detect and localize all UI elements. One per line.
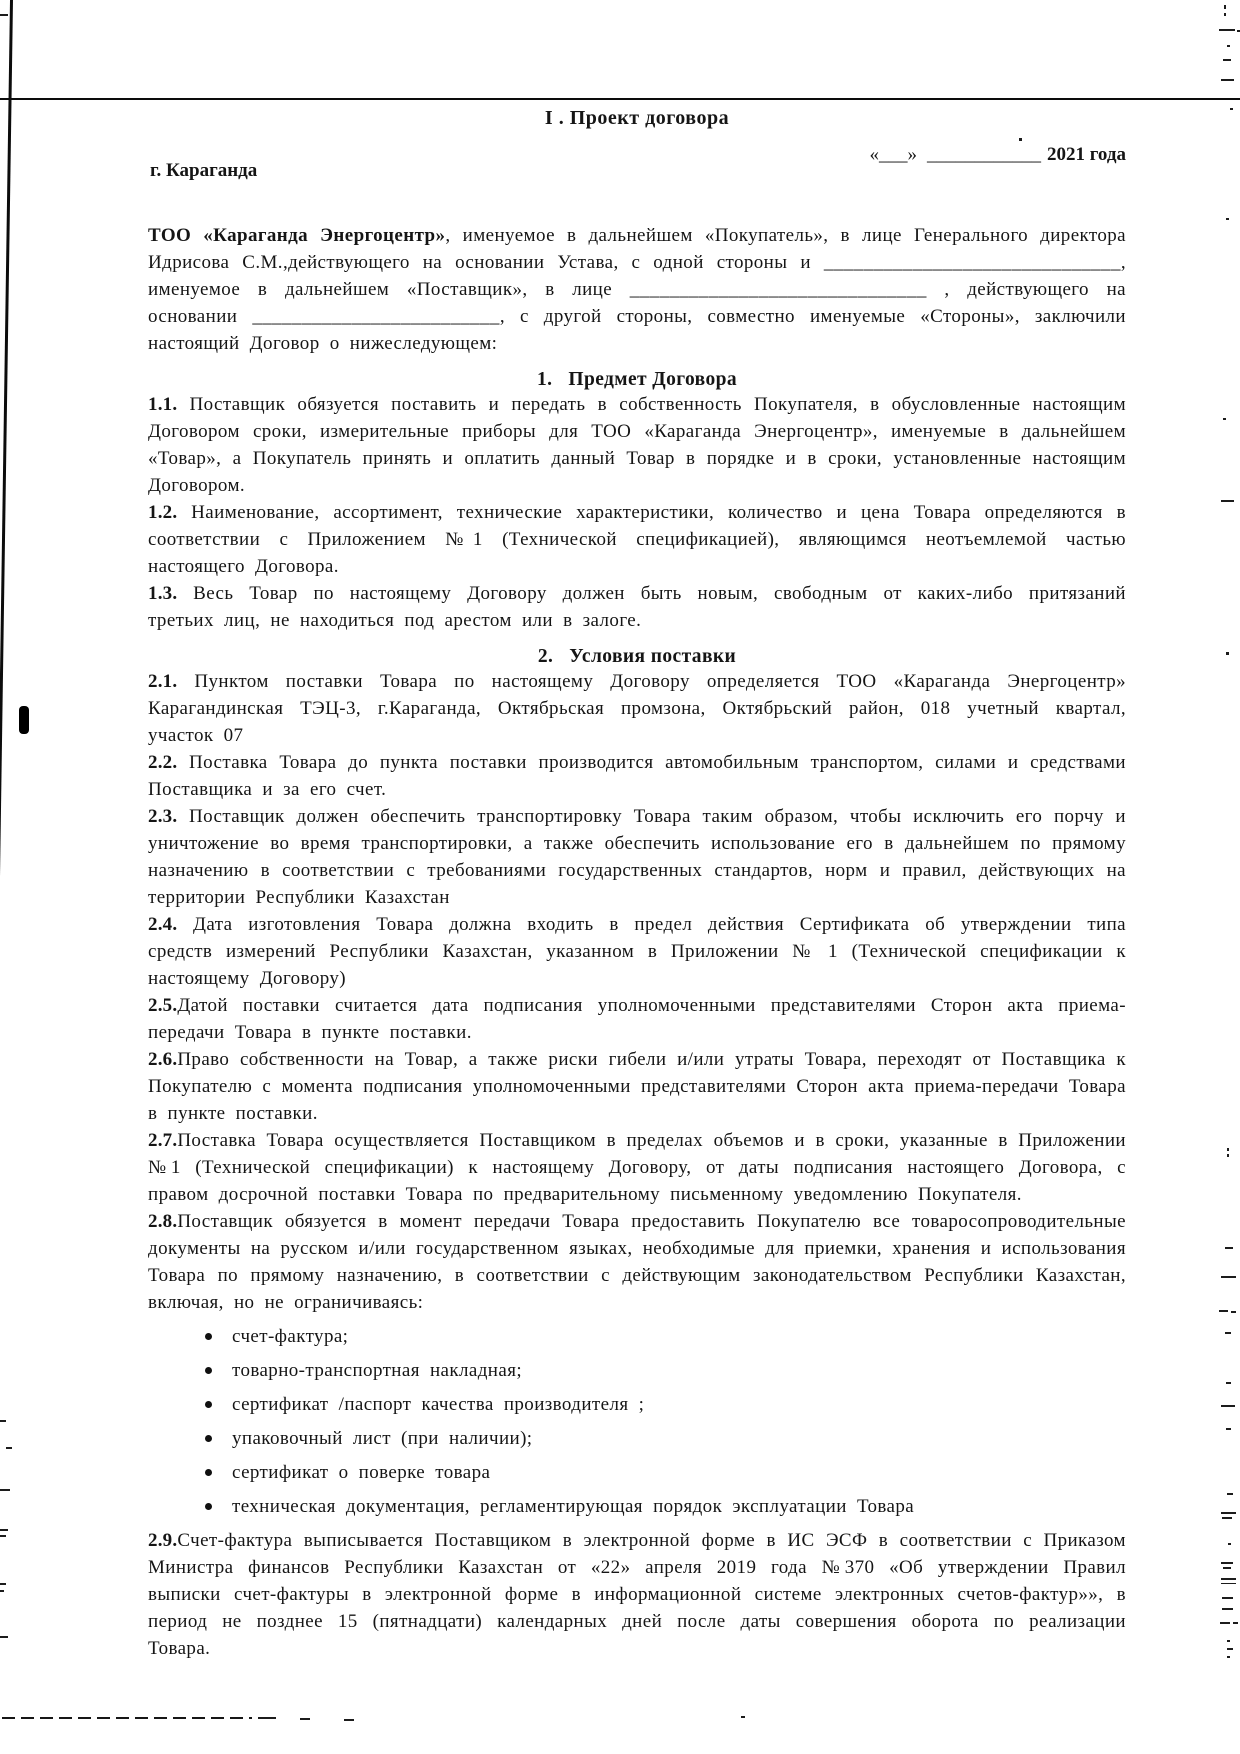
shipping-documents-list: [148, 1323, 1126, 1520]
scan-mark: [1222, 1608, 1233, 1610]
scan-mark: [1224, 13, 1226, 16]
section-1-heading: [148, 369, 1126, 391]
clause-text: Пунктом поставки Товара по настоящему Договору определяется ТОО «Караганда Энергоцентр» Карагандинская ТЭЦ-3, г.Караганда, Октябрьская промзона, Октябрьский район, 018 учетный квартал, участок 07: [148, 671, 1126, 746]
clause-1-3: [148, 580, 1126, 634]
scan-mark: [0, 1529, 8, 1531]
scan-mark: [1223, 418, 1226, 420]
clause-text: Поставщик обязуется в момент передачи Товара предоставить Покупателю все товаросопроводительные документы на русском и/или государственном языках, необходимые для приемки, хранения и использования Товара по прямому назначению, в соответствии с действующим законодательством Республики Казахстан, включая, но не ограничиваясь:: [148, 1211, 1126, 1313]
buyer-name: ТОО «Караганда Энергоцентр»: [148, 225, 446, 246]
scan-mark: [1221, 1578, 1236, 1580]
section-2-number: 2.: [537, 646, 554, 667]
scan-mark: [1226, 1428, 1231, 1430]
scan-mark: [1222, 1517, 1232, 1519]
scan-mark: [0, 1590, 4, 1592]
clause-number: 2.8.: [148, 1211, 178, 1232]
scan-mark: [1227, 1640, 1230, 1642]
scan-mark: [1227, 1148, 1229, 1151]
date-year: 2021 года: [1047, 144, 1126, 165]
scan-ink-blob: [19, 706, 29, 734]
clause-2-6: [148, 1046, 1126, 1127]
list-item: [205, 1459, 1126, 1486]
scan-mark: [1230, 108, 1233, 110]
contract-document: [148, 99, 1126, 1662]
clause-2-4: [148, 911, 1126, 992]
preamble-paragraph: [148, 222, 1126, 357]
date-line: [870, 144, 1126, 166]
clause-text: Поставка Товара до пункта поставки производится автомобильным транспортом, силами и средствами Поставщика и за его счет.: [148, 752, 1126, 800]
bullet-icon: [205, 1367, 212, 1374]
clause-number: 2.2.: [148, 752, 178, 773]
clause-text: Датой поставки считается дата подписания уполномоченными представителями Сторон акта приема-передачи Товара в пункте поставки.: [148, 995, 1126, 1043]
clause-number: 2.6.: [148, 1049, 178, 1070]
scan-mark: [1226, 652, 1229, 655]
list-item-text: счет-фактура;: [232, 1326, 349, 1347]
section-2-heading: [148, 646, 1126, 668]
clause-text: Поставщик должен обеспечить транспортировку Товара таким образом, чтобы исключить его порчу и уничтожение во время транспортировки, а также обеспечить использование его в дальнейшем по прямому назначению в соответствии с требованиями государственных стандартов, норм и правил, действующих на территории Республики Казахстан: [148, 806, 1126, 908]
clause-number: 2.5.: [148, 995, 178, 1016]
clause-number: 2.7.: [148, 1130, 178, 1151]
scan-mark: [0, 1636, 8, 1638]
date-day-blank: «___»: [869, 144, 918, 165]
clause-text: Весь Товар по настоящему Договору должен быть новым, свободным от каких-либо притязаний третьих лиц, не находиться под арестом или в залоге.: [148, 583, 1126, 631]
bullet-icon: [205, 1435, 212, 1442]
scan-mark: [1227, 1656, 1230, 1658]
scan-mark: [0, 14, 8, 16]
clause-2-1: [148, 668, 1126, 749]
scan-mark: [1223, 1567, 1231, 1569]
scan-mark: [1219, 29, 1235, 31]
scan-mark: [1221, 1583, 1236, 1584]
clause-text: Наименование, ассортимент, технические характеристики, количество и цена Товара определяются в соответствии с Приложением №1 (Технической спецификацией), являющимся неотъемлемой частью настоящего Договора.: [148, 502, 1126, 577]
scan-mark: [1227, 1154, 1229, 1157]
scan-mark: [1225, 1247, 1233, 1249]
scan-mark: [1226, 1382, 1231, 1384]
bullet-icon: [205, 1469, 212, 1476]
clause-2-2: [148, 749, 1126, 803]
list-item: [205, 1391, 1126, 1418]
scan-mark: [1222, 1597, 1233, 1599]
scan-mark: [6, 1447, 12, 1449]
clause-2-7: [148, 1127, 1126, 1208]
clause-number: 2.9.: [148, 1530, 178, 1551]
scan-mark: [1221, 1276, 1236, 1278]
clause-number: 2.3.: [148, 806, 178, 827]
scan-mark: [344, 1719, 354, 1721]
scan-mark: [1221, 1405, 1235, 1407]
list-item: [205, 1323, 1126, 1350]
clause-2-8: [148, 1208, 1126, 1316]
clause-text: Дата изготовления Товара должна входить в предел действия Сертификата об утверждении типа средств измерений Республики Казахстан, указанном в Приложении № 1 (Технической спецификации к настоящему Договору): [148, 914, 1126, 989]
clause-text: Поставщик обязуется поставить и передать в собственность Покупателя, в обусловленные настоящим Договором сроки, измерительные приборы для ТОО «Караганда Энергоцентр», именуемые в дальнейшем «Товар», а Покупатель принять и оплатить данный Товар в порядке и в сроки, установленные настоящим Договором.: [148, 394, 1126, 496]
scan-mark: [1223, 59, 1231, 61]
clause-2-9: [148, 1527, 1126, 1662]
city-date-row: [148, 142, 1126, 194]
bullet-icon: [205, 1401, 212, 1408]
list-item-text: упаковочный лист (при наличии);: [232, 1428, 533, 1449]
scan-mark: [1220, 1622, 1230, 1624]
scan-mark: [0, 1489, 10, 1491]
clause-number: 2.4.: [148, 914, 178, 935]
clause-2-5: [148, 992, 1126, 1046]
document-title: I . Проект договора: [544, 107, 730, 129]
scan-mark: [300, 1718, 310, 1720]
list-item-text: техническая документация, регламентирующая порядок эксплуатации Товара: [232, 1496, 915, 1517]
clause-2-3: [148, 803, 1126, 911]
section-2-title: Условия поставки: [569, 646, 737, 667]
bullet-icon: [205, 1333, 212, 1340]
scan-mark: [1228, 1543, 1231, 1545]
scan-mark: [1227, 1493, 1233, 1495]
clause-1-2: [148, 499, 1126, 580]
list-item: [205, 1357, 1126, 1384]
scan-mark: [1225, 1332, 1231, 1334]
scan-mark: [1219, 1310, 1228, 1312]
scan-mark: [1221, 79, 1234, 81]
list-item-text: товарно-транспортная накладная;: [232, 1360, 523, 1381]
page-left-margin-rule: [0, 0, 13, 1719]
clause-1-1: [148, 391, 1126, 499]
city-label: г. Караганда: [150, 160, 258, 181]
clause-text: Поставка Товара осуществляется Поставщиком в пределах объемов и в сроки, указанные в Приложении №1 (Технической спецификации) к настоящему Договору, от даты подписания настоящего Договора, с правом досрочной поставки Товара по предварительному письменному уведомлению Покупателя.: [148, 1130, 1126, 1205]
scan-mark: [1221, 1562, 1233, 1564]
section-1-title: Предмет Договора: [568, 369, 738, 390]
scan-mark: [0, 1583, 6, 1585]
section-1-number: 1.: [536, 369, 553, 390]
bullet-icon: [205, 1503, 212, 1510]
scan-mark: [1233, 1622, 1238, 1624]
preamble-text: , именуемое в дальнейшем «Покупатель», в лице Генерального директора Идрисова С.М.,действующего на основании Устава, с одной стороны и ______________________________, именуемое в дальнейшем «Поставщик», в лице ______________________________ , действующего на основании _________________________, с другой стороны, совместно именуемые «Стороны», заключили настоящий Договор о нижеследующем:: [148, 225, 1126, 354]
scan-mark: [0, 1420, 6, 1422]
scan-mark: [1221, 1512, 1236, 1514]
scan-mark: [258, 1717, 276, 1719]
scan-mark: [1226, 218, 1229, 220]
clause-number: 1.3.: [148, 583, 178, 604]
list-item-text: сертификат /паспорт качества производителя ;: [232, 1394, 645, 1415]
scan-mark: [741, 1716, 745, 1718]
clause-number: 1.1.: [148, 394, 178, 415]
scan-mark: [1227, 1648, 1233, 1650]
clause-number: 1.2.: [148, 502, 178, 523]
scan-mark: [1227, 45, 1230, 47]
list-item: [205, 1493, 1126, 1520]
scan-bottom-dashed-edge: [2, 1717, 252, 1719]
clause-text: Право собственности на Товар, а также риски гибели и/или утраты Товара, переходят от Поставщика к Покупателю с момента подписания уполномоченными представителями Сторон акта приема-передачи Товара в пункте поставки.: [148, 1049, 1126, 1124]
list-item: [205, 1425, 1126, 1452]
scan-mark: [0, 1535, 6, 1537]
list-item-text: сертификат о поверке товара: [232, 1462, 491, 1483]
scan-mark: [1221, 500, 1234, 502]
scan-mark: [1231, 1311, 1236, 1313]
date-month-blank: ____________: [927, 144, 1042, 165]
scan-mark: [1224, 5, 1226, 9]
clause-number: 2.1.: [148, 671, 178, 692]
clause-text: Счет-фактура выписывается Поставщиком в электронной форме в ИС ЭСФ в соответствии с Приказом Министра финансов Республики Казахстан от «22» апреля 2019 года №370 «Об утверждении Правил выписки счет-фактуры в электронной форме в информационной системе электронных счетов-фактур»», в период не позднее 15 (пятнадцати) календарных дней после даты совершения оборота по реализации Товара.: [148, 1530, 1126, 1659]
